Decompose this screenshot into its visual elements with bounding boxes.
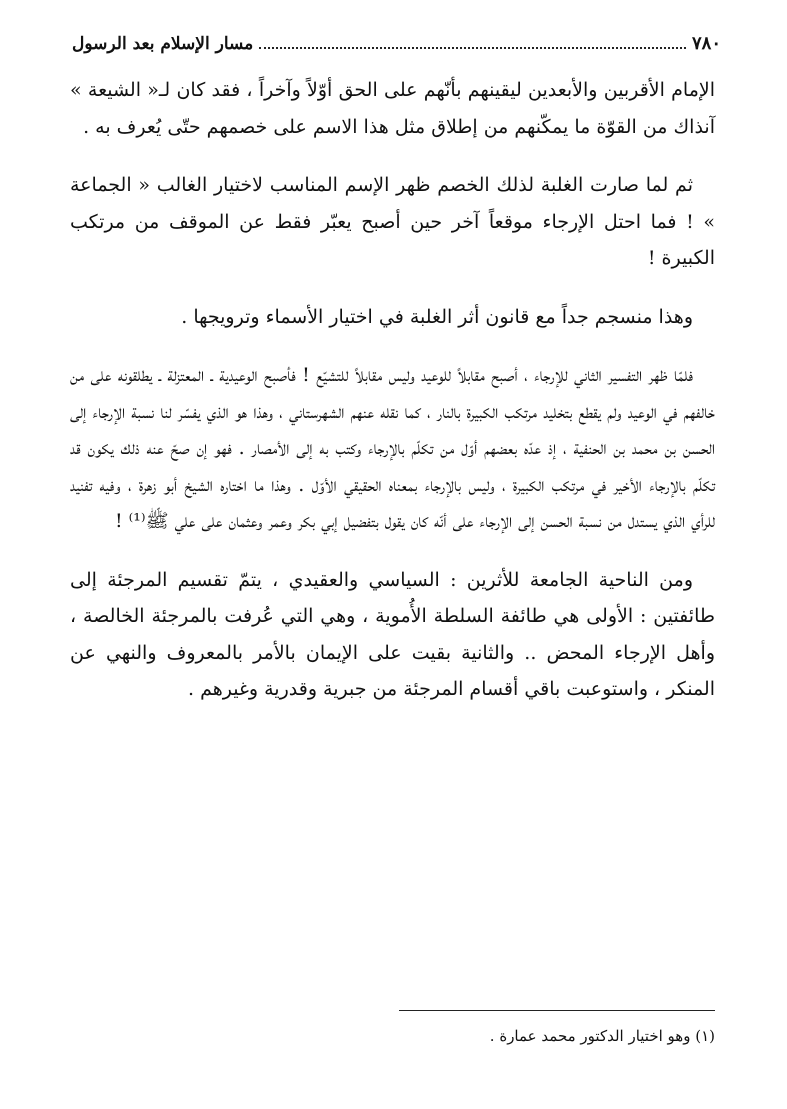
- body-text: [70, 72, 715, 730]
- paragraph-5: ومن الناحية الجامعة للأثرين : السياسي والعقيدي ، يتمّ تقسيم المرجئة إلى طائفتين : الأولى هي طائفة السلطة الأُموية ، وهي التي عُرفت بالمرجئة الخالصة ، وأهل الإرجاء المحض .. والثانية بقيت على الإيمان بالأمر بالمعروف والنهي عن المنكر ، واستوعبت باقي أقسام المرجئة من جبرية وقدرية وغيرهم .: [70, 568, 715, 700]
- paragraph-3: وهذا منسجم جداً مع قانون أثر الغلبة في اختيار الأسماء وترويجها .: [181, 305, 693, 328]
- paragraph-2: ثم لما صارت الغلبة لذلك الخصم ظهر الإسم المناسب لاختيار الغالب « الجماعة » ! فما احتل الإرجاء موقعاً آخر حين أصبح يعبّر فقط عن الموقف من مرتكب الكبيرة !: [70, 174, 715, 269]
- footnote-1: (١) وهو اختيار الدكتور محمد عمارة .: [489, 1027, 715, 1045]
- page-number: ٧٨٠: [691, 33, 721, 54]
- paragraph-4: فلمّا ظهر التفسير الثاني للإرجاء ، أصبح مقابلاً للوعيد وليس مقابلاً للتشيّع ! فأصبح الوعيدية ـ المعتزلة ـ يطلقونه على من خالفهم في الوعيد ولم يقطع بتخليد مرتكب الكبيرة بالنار ، كما نقله عنهم الشهرستاني ، وهذا هو الذي يفسّر لنا نسبة الإرجاء إلى الحسن بن محمد بن الحنفية ، إذ عدّه بعضهم أوّل من تكلّم بالإرجاء وكتب به إلى الأمصار . فهو إن صحّ عنه ذلك يكون قد تكلّم بالإرجاء الأخير في مرتكب الكبيرة ، وليس بالإرجاء بمعناه الحقيقي الأوّل . وهذا ما اختاره الشيخ أبو زهرة ، وفيه تفنيد للرأي الذي يستدل من نسبة الحسن إلى الإرجاء على أنّه كان يقول بتفضيل إبي بكر وعمر وعثمان على علي ﷺ⁽¹⁾ !: [70, 364, 715, 532]
- running-header: [72, 30, 721, 54]
- header-dot-leader: [259, 46, 686, 49]
- paragraph-1: الإمام الأقربين والأبعدين ليقينهم بأنّهم على الحق أوّلاً وآخراً ، فقد كان لـ« الشيعة » آنذاك من القوّة ما يمكّنهم من إطلاق مثل هذا الاسم على خصمهم حتّى يُعرف به .: [70, 79, 715, 138]
- footnote-divider: [399, 1010, 715, 1011]
- book-title: مسار الإسلام بعد الرسول: [72, 34, 254, 54]
